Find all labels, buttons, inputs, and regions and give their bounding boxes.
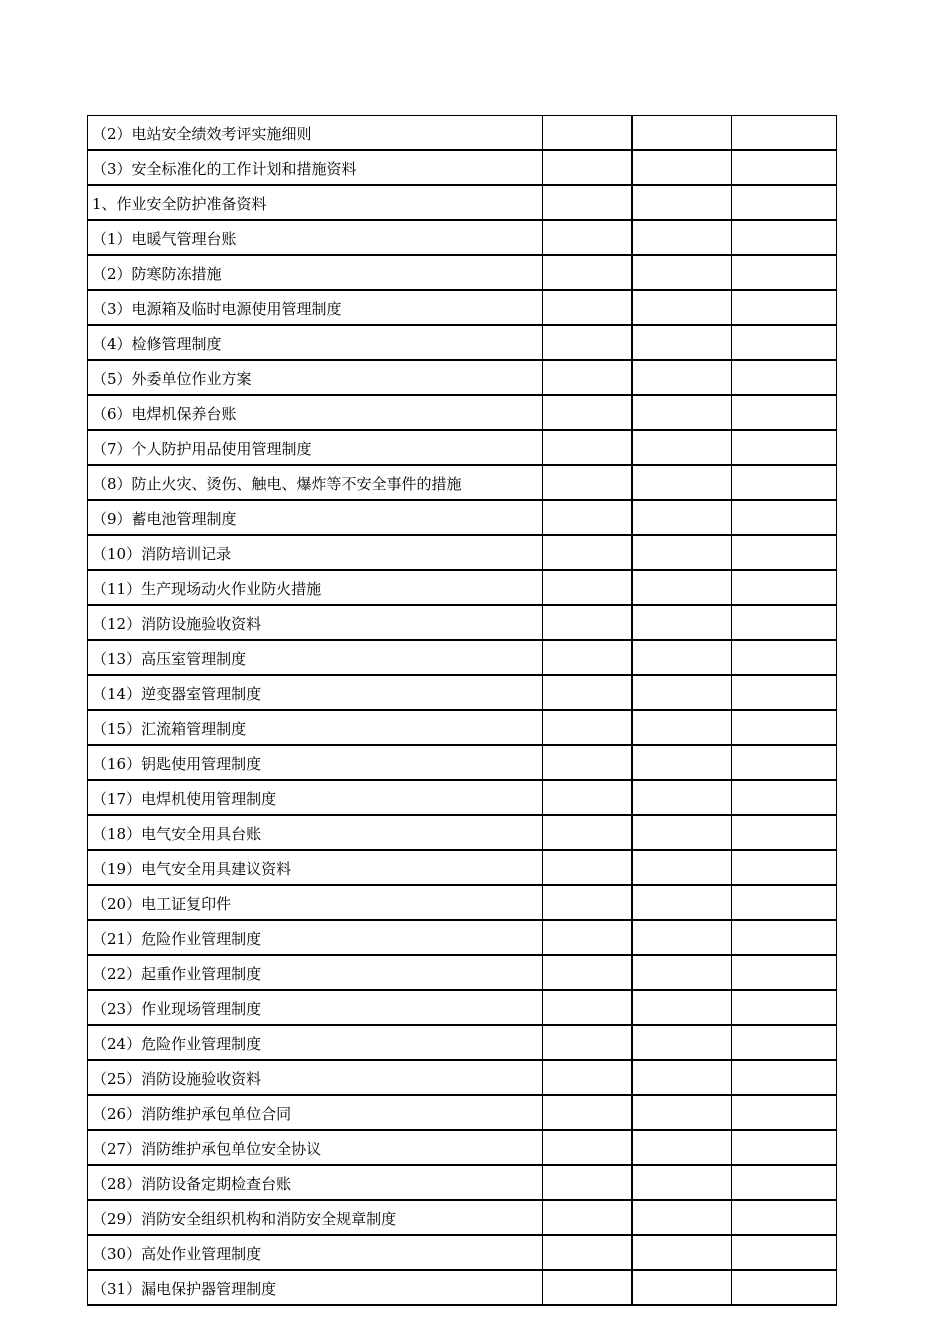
row-cell-b[interactable]: [632, 1235, 732, 1270]
row-cell-b[interactable]: [632, 1200, 732, 1235]
row-item-label: （27）消防维护承包单位安全协议: [88, 1130, 543, 1165]
row-item-label: （5）外委单位作业方案: [88, 360, 543, 395]
row-cell-c[interactable]: [732, 150, 837, 185]
row-cell-a[interactable]: [543, 710, 632, 745]
row-cell-a[interactable]: [543, 570, 632, 605]
table-row: [88, 955, 837, 990]
row-cell-c[interactable]: [732, 360, 837, 395]
row-cell-a[interactable]: [543, 990, 632, 1025]
row-cell-b[interactable]: [632, 1095, 732, 1130]
row-item-label: （23）作业现场管理制度: [88, 990, 543, 1025]
row-cell-c[interactable]: [732, 920, 837, 955]
row-cell-c[interactable]: [732, 185, 837, 220]
row-cell-a[interactable]: [543, 815, 632, 850]
row-cell-c[interactable]: [732, 955, 837, 990]
row-item-label: （3）安全标准化的工作计划和措施资料: [88, 150, 543, 185]
row-cell-a[interactable]: [543, 465, 632, 500]
row-cell-c[interactable]: [732, 1130, 837, 1165]
table-row: [88, 1095, 837, 1130]
row-cell-a[interactable]: [543, 430, 632, 465]
row-item-label: （2）防寒防冻措施: [88, 255, 543, 290]
table-row: [88, 290, 837, 325]
table-row: [88, 1025, 837, 1060]
row-cell-a[interactable]: [543, 1235, 632, 1270]
table-row: [88, 116, 837, 151]
table-row: [88, 605, 837, 640]
row-cell-b[interactable]: [632, 290, 732, 325]
row-cell-a[interactable]: [543, 640, 632, 675]
row-cell-b[interactable]: [632, 990, 732, 1025]
table-row: [88, 150, 837, 185]
row-cell-b[interactable]: [632, 1130, 732, 1165]
row-cell-b[interactable]: [632, 815, 732, 850]
row-cell-a[interactable]: [543, 850, 632, 885]
row-cell-a[interactable]: [543, 360, 632, 395]
row-item-label: （29）消防安全组织机构和消防安全规章制度: [88, 1200, 543, 1235]
row-cell-c[interactable]: [732, 780, 837, 815]
row-cell-a[interactable]: [543, 500, 632, 535]
row-cell-c[interactable]: [732, 255, 837, 290]
row-cell-a[interactable]: [543, 1130, 632, 1165]
row-cell-a[interactable]: [543, 1165, 632, 1200]
row-cell-b[interactable]: [632, 745, 732, 780]
table-row: [88, 395, 837, 430]
row-cell-c[interactable]: [732, 220, 837, 255]
row-cell-c[interactable]: [732, 1165, 837, 1200]
row-item-label: （10）消防培训记录: [88, 535, 543, 570]
row-cell-c[interactable]: [732, 1060, 837, 1095]
row-cell-b[interactable]: [632, 395, 732, 430]
row-cell-b[interactable]: [632, 360, 732, 395]
row-item-label: （7）个人防护用品使用管理制度: [88, 430, 543, 465]
table-row: [88, 1165, 837, 1200]
row-cell-a[interactable]: [543, 535, 632, 570]
table-row: [88, 500, 837, 535]
table-row: [88, 1200, 837, 1235]
row-cell-c[interactable]: [732, 1270, 837, 1305]
row-cell-a[interactable]: [543, 1025, 632, 1060]
row-cell-c[interactable]: [732, 1025, 837, 1060]
row-cell-a[interactable]: [543, 780, 632, 815]
row-cell-b[interactable]: [632, 535, 732, 570]
row-cell-a[interactable]: [543, 675, 632, 710]
row-cell-b[interactable]: [632, 1025, 732, 1060]
table-row: [88, 815, 837, 850]
checklist-table-body: [88, 116, 837, 1306]
row-cell-b[interactable]: [632, 850, 732, 885]
row-cell-b[interactable]: [632, 710, 732, 745]
row-cell-b[interactable]: [632, 570, 732, 605]
row-cell-c[interactable]: [732, 430, 837, 465]
table-row: [88, 220, 837, 255]
row-item-label: （31）漏电保护器管理制度: [88, 1270, 543, 1305]
row-cell-c[interactable]: [732, 570, 837, 605]
row-cell-c[interactable]: [732, 1235, 837, 1270]
row-cell-c[interactable]: [732, 1095, 837, 1130]
table-row: [88, 850, 837, 885]
row-cell-a[interactable]: [543, 745, 632, 780]
row-cell-a[interactable]: [543, 325, 632, 360]
table-row: [88, 1130, 837, 1165]
table-row: [88, 1270, 837, 1305]
row-item-label: （17）电焊机使用管理制度: [88, 780, 543, 815]
table-row: [88, 745, 837, 780]
row-cell-b[interactable]: [632, 185, 732, 220]
table-row: [88, 780, 837, 815]
row-cell-b[interactable]: [632, 1165, 732, 1200]
row-cell-a[interactable]: [543, 220, 632, 255]
row-cell-c[interactable]: [732, 535, 837, 570]
row-item-label: （22）起重作业管理制度: [88, 955, 543, 990]
table-row: [88, 570, 837, 605]
row-cell-b[interactable]: [632, 640, 732, 675]
row-item-label: （16）钥匙使用管理制度: [88, 745, 543, 780]
row-cell-c[interactable]: [732, 465, 837, 500]
row-cell-a[interactable]: [543, 116, 632, 151]
row-cell-b[interactable]: [632, 255, 732, 290]
table-row: [88, 710, 837, 745]
row-item-label: （28）消防设备定期检查台账: [88, 1165, 543, 1200]
row-item-label: （9）蓄电池管理制度: [88, 500, 543, 535]
row-cell-a[interactable]: [543, 185, 632, 220]
row-item-label: （19）电气安全用具建议资料: [88, 850, 543, 885]
row-cell-c[interactable]: [732, 1200, 837, 1235]
row-item-label: （2）电站安全绩效考评实施细则: [88, 116, 543, 151]
table-row: [88, 885, 837, 920]
row-item-label: （15）汇流箱管理制度: [88, 710, 543, 745]
table-row: [88, 675, 837, 710]
row-cell-a[interactable]: [543, 1200, 632, 1235]
row-item-label: （30）高处作业管理制度: [88, 1235, 543, 1270]
table-row: [88, 465, 837, 500]
row-cell-b[interactable]: [632, 430, 732, 465]
row-cell-a[interactable]: [543, 1270, 632, 1305]
row-item-label: （18）电气安全用具台账: [88, 815, 543, 850]
row-cell-c[interactable]: [732, 990, 837, 1025]
row-cell-b[interactable]: [632, 605, 732, 640]
row-item-label: （8）防止火灾、烫伤、触电、爆炸等不安全事件的措施: [88, 465, 543, 500]
row-cell-a[interactable]: [543, 255, 632, 290]
table-row: [88, 920, 837, 955]
row-cell-b[interactable]: [632, 116, 732, 151]
row-item-label: （11）生产现场动火作业防火措施: [88, 570, 543, 605]
table-row: [88, 430, 837, 465]
row-cell-c[interactable]: [732, 640, 837, 675]
row-cell-a[interactable]: [543, 605, 632, 640]
row-cell-a[interactable]: [543, 150, 632, 185]
row-cell-c[interactable]: [732, 710, 837, 745]
row-item-label: 1、作业安全防护准备资料: [88, 185, 543, 220]
row-cell-c[interactable]: [732, 290, 837, 325]
row-cell-b[interactable]: [632, 500, 732, 535]
row-cell-c[interactable]: [732, 745, 837, 780]
row-item-label: （6）电焊机保养台账: [88, 395, 543, 430]
table-row: [88, 360, 837, 395]
row-cell-b[interactable]: [632, 920, 732, 955]
row-item-label: （4）检修管理制度: [88, 325, 543, 360]
row-cell-b[interactable]: [632, 780, 732, 815]
table-row: [88, 1235, 837, 1270]
row-cell-a[interactable]: [543, 955, 632, 990]
row-cell-b[interactable]: [632, 675, 732, 710]
row-cell-b[interactable]: [632, 150, 732, 185]
row-cell-b[interactable]: [632, 885, 732, 920]
row-cell-b[interactable]: [632, 1270, 732, 1305]
row-item-label: （25）消防设施验收资料: [88, 1060, 543, 1095]
row-cell-b[interactable]: [632, 465, 732, 500]
table-row: [88, 255, 837, 290]
table-row: [88, 185, 837, 220]
row-cell-b[interactable]: [632, 325, 732, 360]
row-cell-b[interactable]: [632, 220, 732, 255]
row-item-label: （21）危险作业管理制度: [88, 920, 543, 955]
row-cell-c[interactable]: [732, 815, 837, 850]
checklist-table: [87, 115, 837, 1306]
row-cell-c[interactable]: [732, 675, 837, 710]
row-cell-c[interactable]: [732, 325, 837, 360]
row-cell-a[interactable]: [543, 1060, 632, 1095]
row-cell-b[interactable]: [632, 1060, 732, 1095]
row-item-label: （3）电源箱及临时电源使用管理制度: [88, 290, 543, 325]
row-cell-c[interactable]: [732, 116, 837, 151]
row-cell-a[interactable]: [543, 920, 632, 955]
row-item-label: （1）电暖气管理台账: [88, 220, 543, 255]
row-cell-a[interactable]: [543, 885, 632, 920]
row-cell-b[interactable]: [632, 955, 732, 990]
table-row: [88, 325, 837, 360]
row-item-label: （13）高压室管理制度: [88, 640, 543, 675]
table-row: [88, 1060, 837, 1095]
row-item-label: （12）消防设施验收资料: [88, 605, 543, 640]
row-cell-a[interactable]: [543, 290, 632, 325]
table-row: [88, 640, 837, 675]
row-item-label: （24）危险作业管理制度: [88, 1025, 543, 1060]
table-row: [88, 535, 837, 570]
row-cell-c[interactable]: [732, 500, 837, 535]
row-item-label: （26）消防维护承包单位合同: [88, 1095, 543, 1130]
row-item-label: （14）逆变器室管理制度: [88, 675, 543, 710]
row-cell-a[interactable]: [543, 395, 632, 430]
table-row: [88, 990, 837, 1025]
row-item-label: （20）电工证复印件: [88, 885, 543, 920]
row-cell-c[interactable]: [732, 395, 837, 430]
row-cell-c[interactable]: [732, 885, 837, 920]
row-cell-c[interactable]: [732, 605, 837, 640]
row-cell-a[interactable]: [543, 1095, 632, 1130]
row-cell-c[interactable]: [732, 850, 837, 885]
